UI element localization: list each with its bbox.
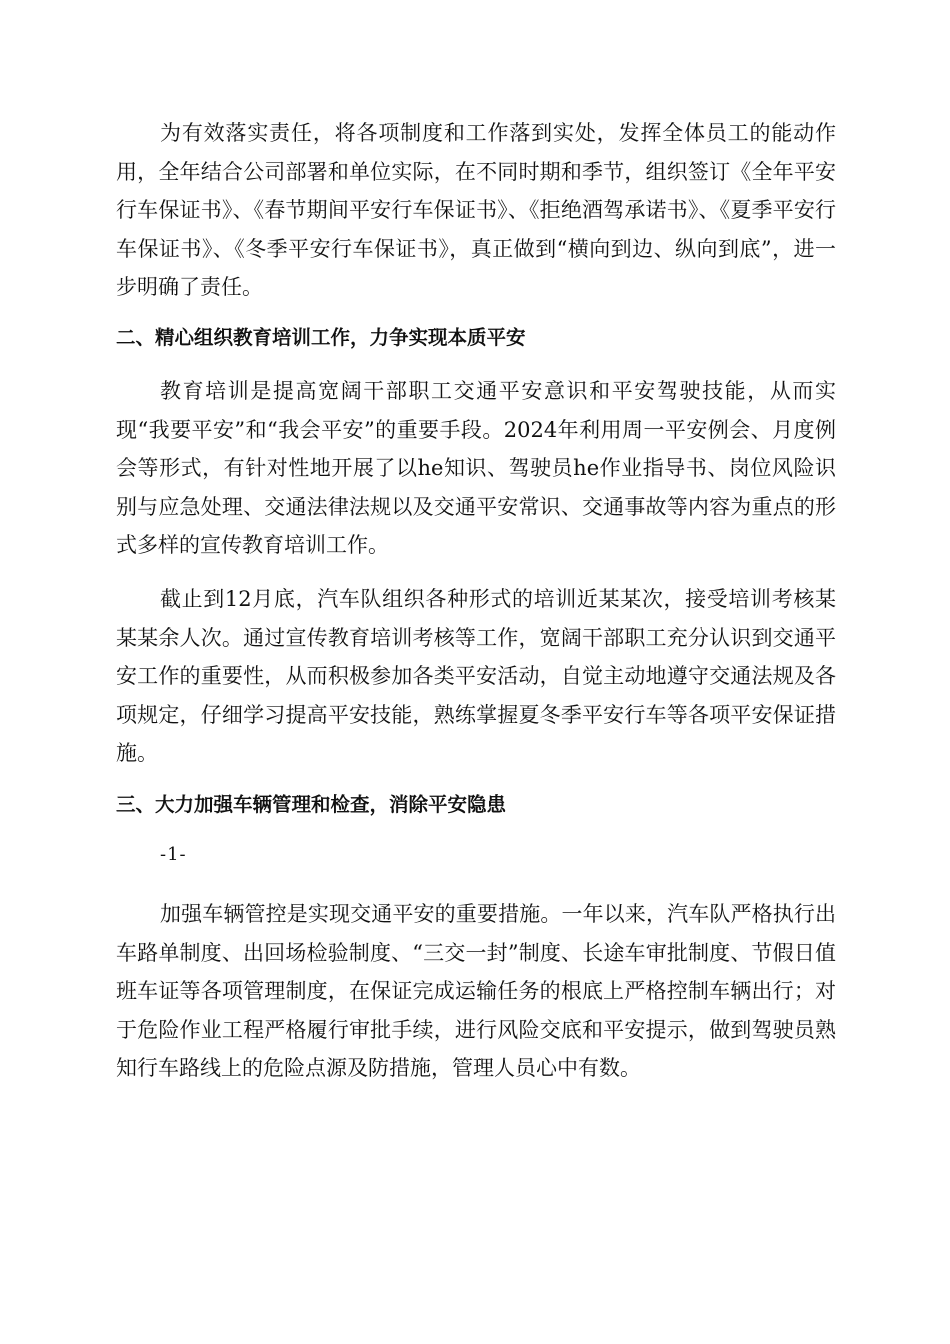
paragraph-vehicle-control: 加强车辆管控是实现交通平安的重要措施。一年以来，汽车队严格执行出车路单制度、出回场检验制度、“三交一封”制度、长途车审批制度、节假日值班车证等各项管理制度，在保证完成运输任务的根底上严格控制车辆出行；对于危险作业工程严格履行审批手续，进行风险交底和平安提示，做到驾驶员熟知行车路线上的危险点源及防措施，管理人员心中有数。	[116, 902, 836, 1080]
paragraph-education-training: 教育培训是提高宽阔干部职工交通平安意识和平安驾驶技能，从而实现“我要平安”和“我会平安”的重要手段。2024年利用周一平安例会、月度例会等形式，有针对性地开展了以he知识、驾驶员he作业指导书、岗位风险识别与应急处理、交通法律法规以及交通平安常识、交通事故等内容为重点的形式多样的宣传教育培训工作。	[116, 379, 836, 557]
paragraph-responsibility: 为有效落实责任，将各项制度和工作落到实处，发挥全体员工的能动作用，全年结合公司部署和单位实际，在不同时期和季节，组织签订《全年平安行车保证书》、《春节期间平安行车保证书》、《拒绝酒驾承诺书》、《夏季平安行车保证书》、《冬季平安行车保证书》，真正做到“横向到边、纵向到底”，进一步明确了责任。	[116, 121, 836, 299]
section-heading-vehicle-management: 三、大力加强车辆管理和检查，消除平安隐患	[116, 793, 507, 816]
paragraph-training-results: 截止到12月底，汽车队组织各种形式的培训近某某次，接受培训考核某某某余人次。通过宣传教育培训考核等工作，宽阔干部职工充分认识到交通平安工作的重要性，从而积极参加各类平安活动，自觉主动地遵守交通法规及各项规定，仔细学习提高平安技能，熟练掌握夏冬季平安行车等各项平安保证措施。	[116, 587, 836, 765]
page-number: -1-	[160, 844, 187, 865]
section-heading-education-training: 二、精心组织教育培训工作，力争实现本质平安	[116, 326, 526, 349]
